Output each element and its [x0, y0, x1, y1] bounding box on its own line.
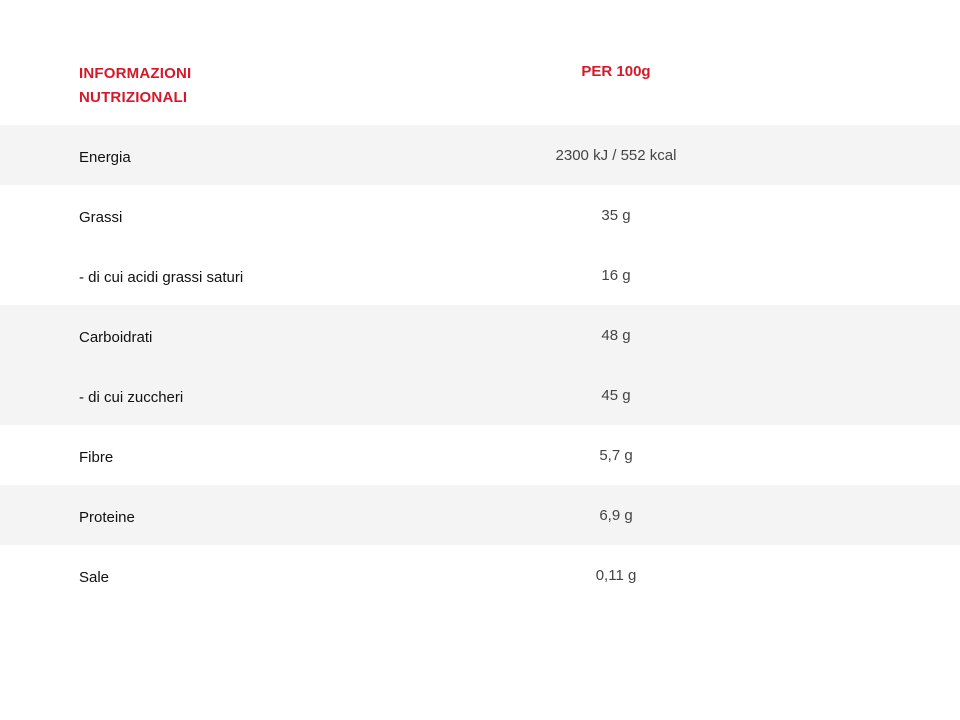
row-label: Energia [79, 149, 131, 166]
row-value: 2300 kJ / 552 kcal [555, 147, 677, 164]
table-row-sale [0, 545, 960, 605]
row-value: 5,7 g [599, 447, 633, 464]
row-label: - di cui zuccheri [79, 389, 184, 406]
table-row-grassi-saturi [0, 245, 960, 305]
nutrition-table-header [0, 0, 960, 125]
row-label: Grassi [79, 209, 123, 226]
table-row-fibre [0, 425, 960, 485]
header-value: PER 100g [581, 63, 651, 80]
table-row-zuccheri [0, 365, 960, 425]
table-row-grassi [0, 185, 960, 245]
row-label: Proteine [79, 509, 135, 526]
row-value: 45 g [601, 387, 631, 404]
header-label-line2: NUTRIZIONALI [79, 89, 188, 106]
table-row-energia [0, 125, 960, 185]
row-label: Sale [79, 569, 110, 586]
row-label: Fibre [79, 449, 114, 466]
header-label [79, 62, 279, 110]
table-row-carboidrati [0, 305, 960, 365]
header-label-line1: INFORMAZIONI [79, 65, 192, 82]
row-label: - di cui acidi grassi saturi [79, 269, 244, 286]
row-value: 0,11 g [595, 567, 637, 584]
row-value: 35 g [601, 207, 631, 224]
table-row-proteine [0, 485, 960, 545]
row-label: Carboidrati [79, 329, 153, 346]
row-value: 6,9 g [599, 507, 633, 524]
row-value: 48 g [601, 327, 631, 344]
row-value: 16 g [601, 267, 631, 284]
